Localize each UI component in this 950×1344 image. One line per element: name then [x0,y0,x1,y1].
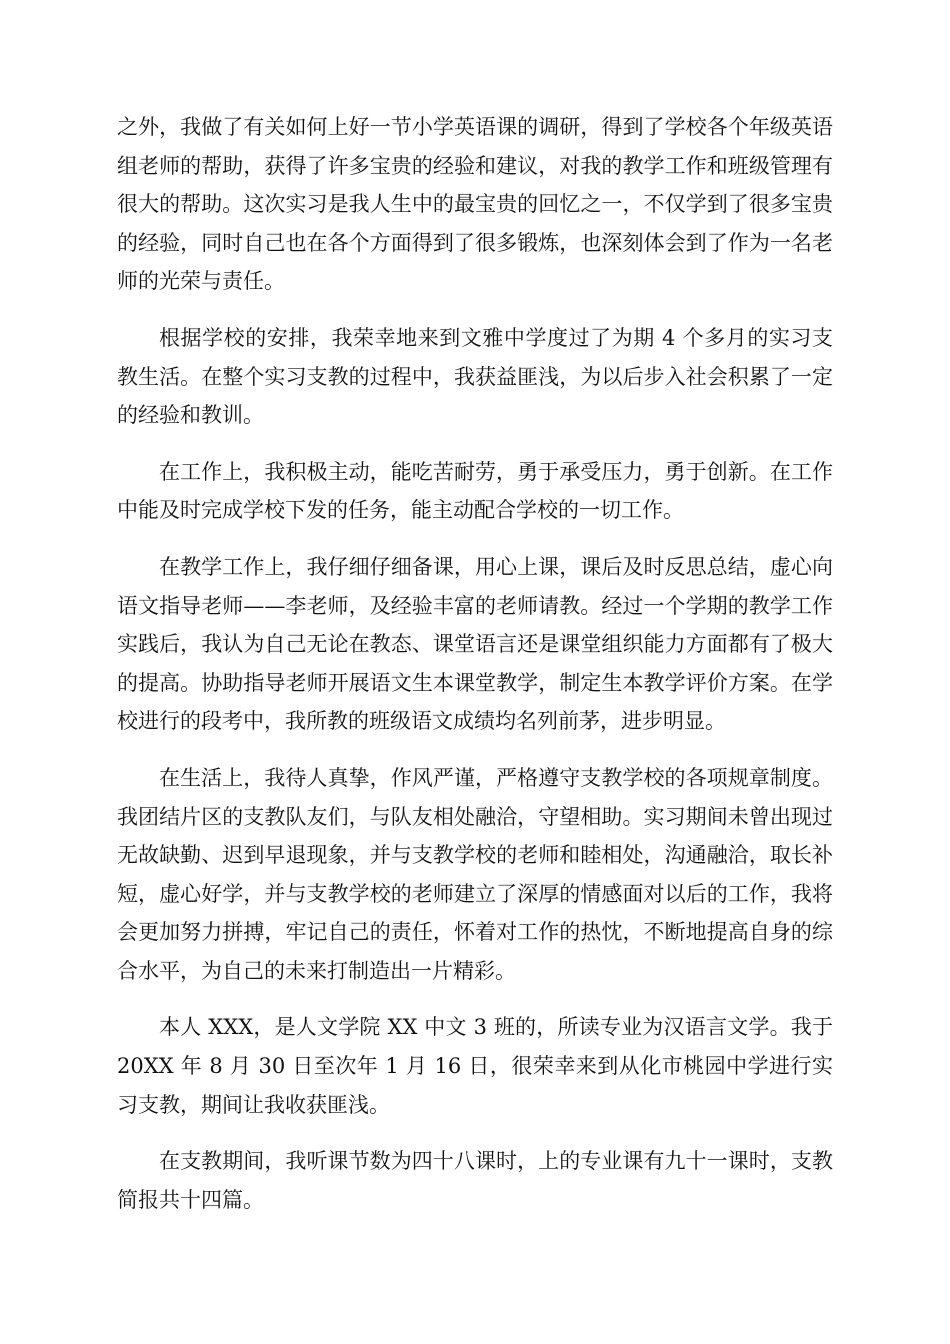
paragraph-1: 之外，我做了有关如何上好一节小学英语课的调研，得到了学校各个年级英语组老师的帮助，获得了许多宝贵的经验和建议，对我的教学工作和班级管理有很大的帮助。这次实习是我人生中的最宝贵的回忆之一，不仅学到了很多宝贵的经验，同时自己也在各个方面得到了很多锻炼，也深刻体会到了作为一名老师的光荣与责任。 [117,115,833,294]
paragraph-5: 在生活上，我待人真挚，作风严谨，严格遵守支教学校的各项规章制度。我团结片区的支教队友们，与队友相处融洽，守望相助。实习期间未曾出现过无故缺勤、迟到早退现象，并与支教学校的老师和睦相处，沟通融洽，取长补短，虚心好学，并与支教学校的老师建立了深厚的情感面对以后的工作，我将会更加努力拼搏，牢记自己的责任，怀着对工作的热忱，不断地提高自身的综合水平，为自己的未来打制造出一片精彩。 [117,765,833,983]
paragraph-3: 在工作上，我积极主动，能吃苦耐劳，勇于承受压力，勇于创新。在工作中能及时完成学校下发的任务，能主动配合学校的一切工作。 [117,459,833,523]
document-page [117,108,833,1237]
paragraph-6: 本人 XXX，是人文学院 XX 中文 3 班的，所读专业为汉语言文学。我于 20XX 年 8 月 30 日至次年 1 月 16 日，很荣幸来到从化市桃园中学进行实习支教，期间让我收获匪浅。 [117,1015,833,1117]
paragraph-7: 在支教期间，我听课节数为四十八课时，上的专业课有九十一课时，支教简报共十四篇。 [117,1149,833,1212]
paragraph-4: 在教学工作上，我仔细仔细备课，用心上课，课后及时反思总结，虚心向语文指导老师——李老师，及经验丰富的老师请教。经过一个学期的教学工作实践后，我认为自己无论在教态、课堂语言还是课堂组织能力方面都有了极大的提高。协助指导老师开展语文生本课堂教学，制定生本教学评价方案。在学校进行的段考中，我所教的班级语文成绩均名列前茅，进步明显。 [117,554,833,734]
paragraph-2: 根据学校的安排，我荣幸地来到文雅中学度过了为期 4 个多月的实习支教生活。在整个实习支教的过程中，我获益匪浅，为以后步入社会积累了一定的经验和教训。 [117,325,833,428]
